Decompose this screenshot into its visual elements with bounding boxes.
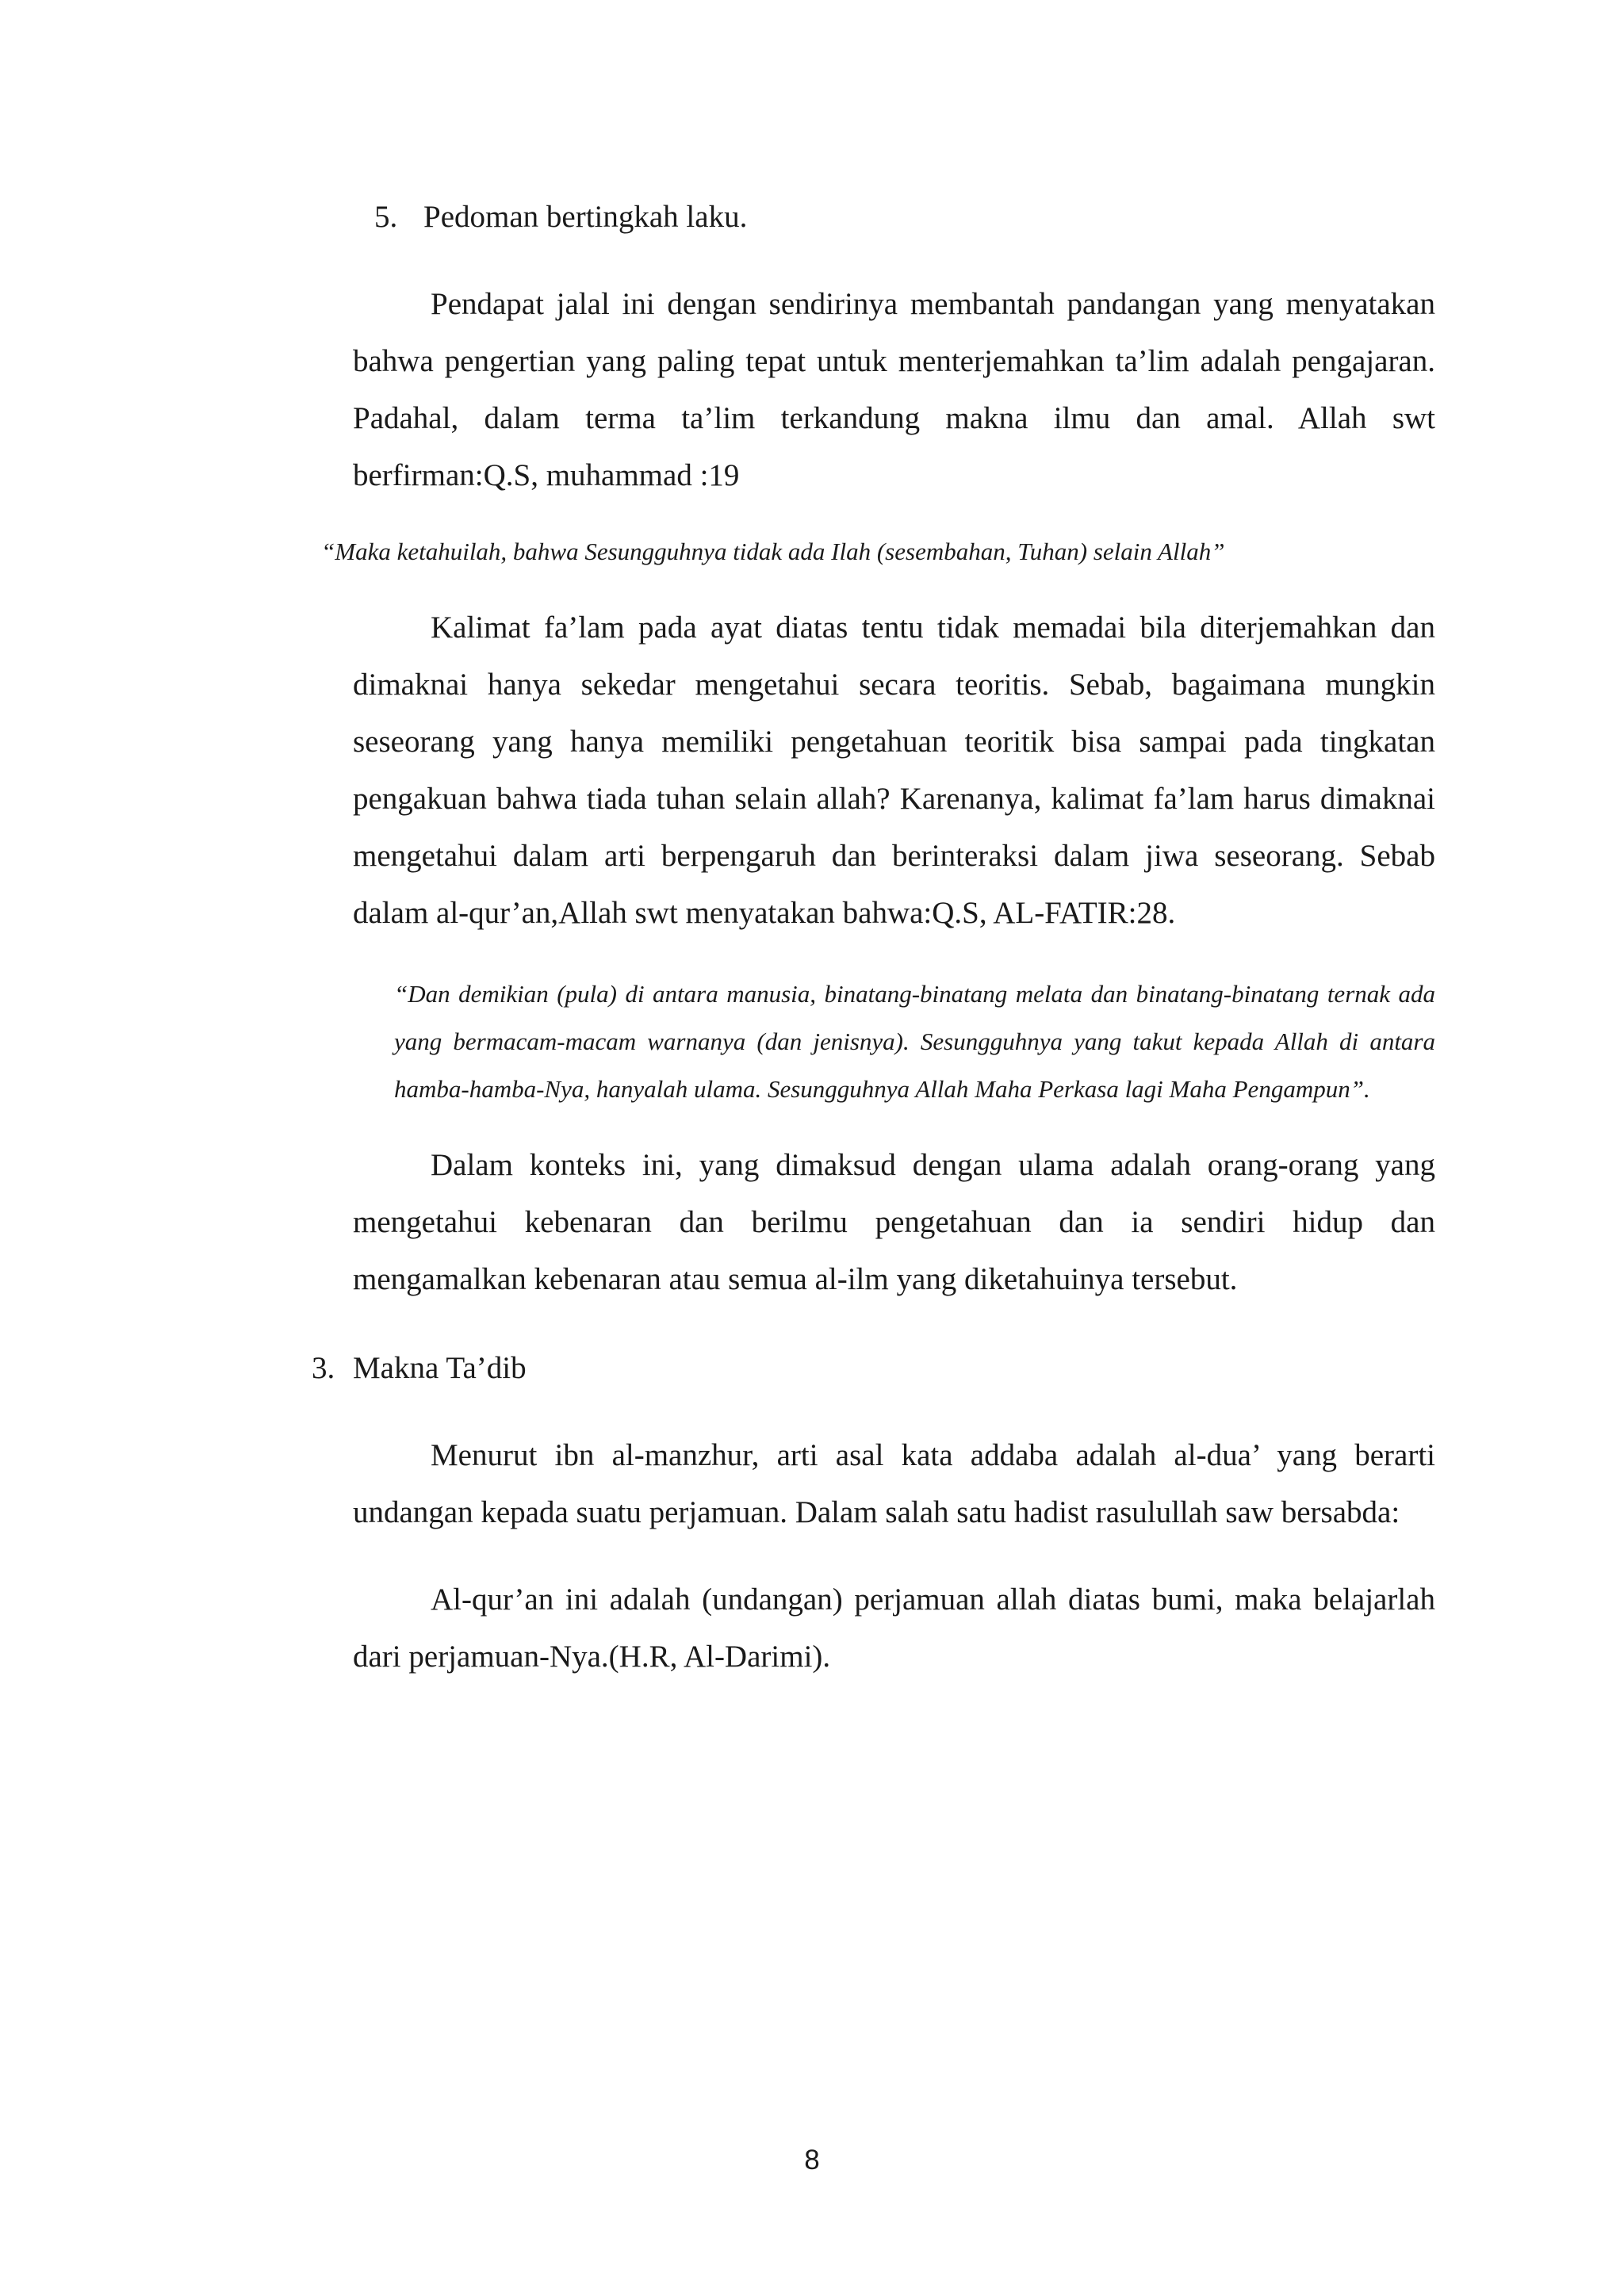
list-text: Makna Ta’dib [353, 1351, 527, 1385]
list-number: 5. [374, 200, 398, 234]
paragraph-dalam-konteks: Dalam konteks ini, yang dimaksud dengan ulama adalah orang-orang yang mengetahui kebenaran dan berilmu pengetahuan dan ia sendiri hidup dan mengamalkan kebenaran atau semua al-ilm yang diketahuinya tersebut. [353, 1148, 1435, 1296]
list-text: Pedoman bertingkah laku. [423, 200, 748, 234]
quote-muhammad-19: “Maka ketahuilah, bahwa Sesungguhnya tidak ada Ilah (sesembahan, Tuhan) selain Allah” [321, 538, 1225, 565]
page-number: 8 [804, 2145, 820, 2175]
paragraph-pendapat-jalal: Pendapat jalal ini dengan sendirinya membantah pandangan yang menyatakan bahwa pengertian yang paling tepat untuk menterjemahkan ta’lim adalah pengajaran. Padahal, dalam terma ta’lim terkandung makna ilmu dan amal. Allah swt berfirman:Q.S, muhammad :19 [353, 287, 1435, 492]
list-item-5 [353, 189, 1435, 246]
paragraph-kalimat-falam: Kalimat fa’lam pada ayat diatas tentu tidak memadai bila diterjemahkan dan dimaknai hanya sekedar mengetahui secara teoritis. Sebab, bagaimana mungkin seseorang yang hanya memiliki pengetahuan teoritik bisa sampai pada tingkatan pengakuan bahwa tiada tuhan selain allah? Karenanya, kalimat fa’lam harus dimaknai mengetahui dalam arti berpengaruh dan berinteraksi dalam jiwa seseorang. Sebab dalam al-qur’an,Allah swt menyatakan bahwa:Q.S, AL-FATIR:28. [353, 610, 1435, 930]
page-content [312, 189, 1435, 1686]
section-heading-makna-tadib [312, 1340, 1435, 1397]
list-number: 3. [312, 1351, 335, 1385]
quote-al-fatir-28: “Dan demikian (pula) di antara manusia, binatang-binatang melata dan binatang-binatang ternak ada yang bermacam-macam warnanya (dan jenisnya). Sesungguhnya yang takut kepada Allah di antara hamba-hamba-Nya, hanyalah ulama. Sesungguhnya Allah Maha Perkasa lagi Maha Pengampun”. [394, 980, 1435, 1103]
paragraph-al-quran-perjamuan: Al-qur’an ini adalah (undangan) perjamuan allah diatas bumi, maka belajarlah dari perjamuan-Nya.(H.R, Al-Darimi). [353, 1582, 1435, 1674]
paragraph-menurut-ibn-al-manzhur: Menurut ibn al-manzhur, arti asal kata addaba adalah al-dua’ yang berarti undangan kepada suatu perjamuan. Dalam salah satu hadist rasulullah saw bersabda: [353, 1438, 1435, 1529]
